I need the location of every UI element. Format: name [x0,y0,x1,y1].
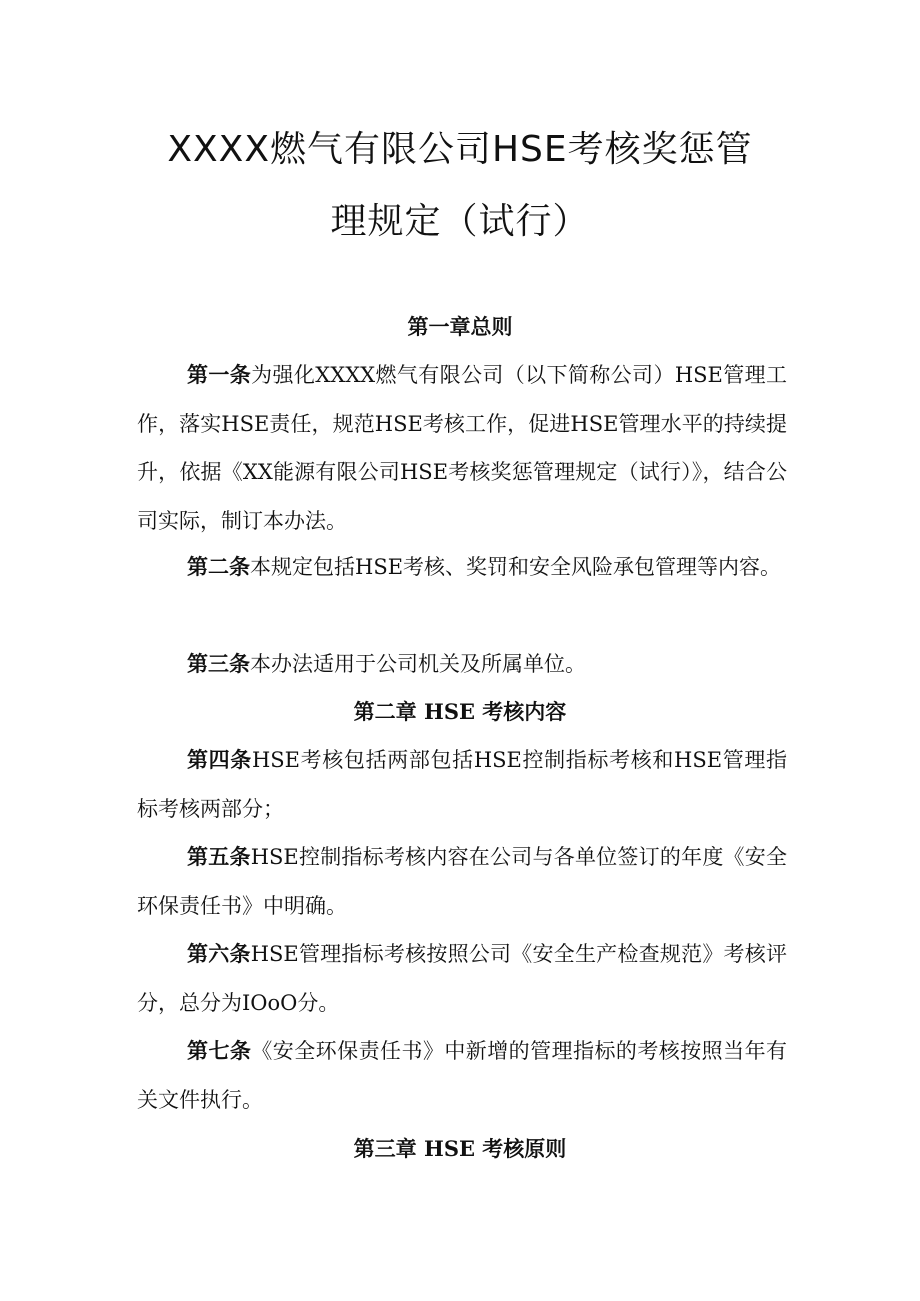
document-title-line-2: 理规定（试行） [330,201,590,242]
article-5 [137,833,787,930]
article-2 [137,543,787,592]
chapter-1-heading: 第一章总则 [407,314,513,339]
article-6 [137,930,787,1027]
chapter-2-heading: 第二章 HSE 考核内容 [353,699,567,724]
article-2-label: 第二条 [187,554,250,579]
article-5-text: HSE控制指标考核内容在公司与各单位签订的年度《安全环保责任书》中明确。 [137,845,788,918]
article-3-label: 第三条 [187,651,250,676]
article-4-label: 第四条 [187,747,252,772]
article-5-label: 第五条 [187,844,251,869]
article-4-text: HSE考核包括两部包括HSE控制指标考核和HSE管理指标考核两部分； [137,748,788,821]
article-1 [137,351,787,545]
article-6-text: HSE管理指标考核按照公司《安全生产检查规范》考核评分，总分为IOoO分。 [137,942,788,1015]
article-7 [137,1027,787,1124]
article-1-label: 第一条 [187,362,252,387]
article-7-text: 《安全环保责任书》中新增的管理指标的考核按照当年有关文件执行。 [137,1039,788,1112]
article-6-label: 第六条 [187,941,251,966]
article-7-label: 第七条 [187,1038,252,1063]
article-2-text: 本规定包括HSE考核、奖罚和安全风险承包管理等内容。 [250,555,782,579]
article-3-text: 本办法适用于公司机关及所属单位。 [250,652,586,676]
article-4 [137,736,787,833]
chapter-3-heading: 第三章 HSE 考核原则 [353,1136,567,1161]
article-1-text: 为强化XXXX燃气有限公司（以下简称公司）HSE管理工作，落实HSE责任，规范HSE考核工作，促进HSE管理水平的持续提升，依据《XX能源有限公司HSE考核奖惩管理规定（试行）》，结合公司实际，制订本办法。 [137,363,787,533]
document-title-line-1: XXXX燃气有限公司HSE考核奖惩管 [167,129,753,170]
article-3 [137,640,787,689]
